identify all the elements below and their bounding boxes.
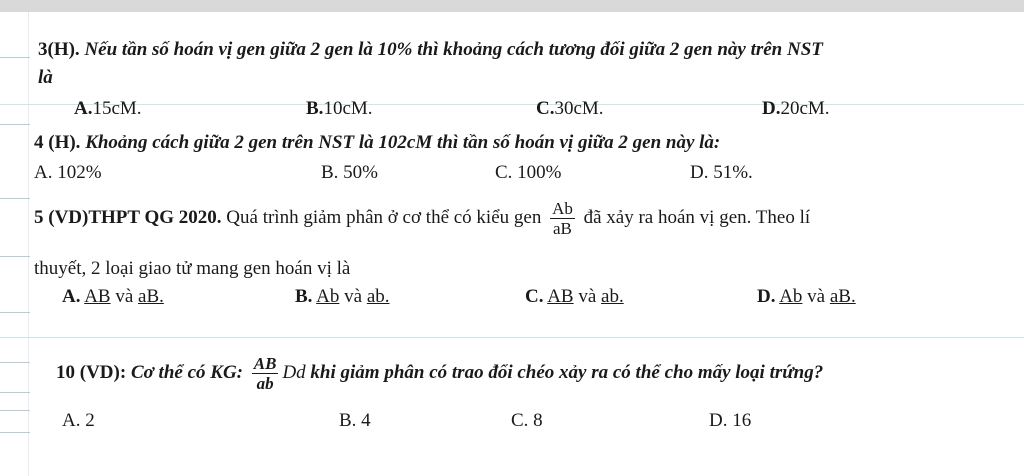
question-10-text: Cơ thể có KG:	[130, 362, 243, 383]
question-10-option-d: D. 16	[709, 410, 752, 431]
genotype-suffix: Dd	[282, 362, 306, 383]
question-10-label: 10 (VD):	[56, 362, 127, 383]
margin-rule	[28, 12, 29, 476]
ruled-tick	[0, 392, 30, 393]
question-4	[34, 131, 720, 155]
question-5-option-d: D. Ab và aB.	[757, 286, 856, 307]
ruled-tick	[0, 57, 30, 58]
question-3-option-c: C.30cM.	[536, 98, 604, 119]
question-3-option-d: D.20cM.	[762, 98, 830, 119]
question-10	[56, 350, 823, 396]
question-3-text-cont: là	[38, 67, 53, 88]
question-5-text: Quá trình giảm phân ở cơ thể có kiểu gen	[226, 207, 542, 228]
ruled-tick	[0, 312, 30, 313]
genotype-fraction	[550, 199, 575, 238]
question-3-label: 3(H).	[38, 39, 80, 60]
question-5-option-c: C. AB và ab.	[525, 286, 624, 307]
question-4-option-b: B. 50%	[321, 162, 378, 183]
question-4-option-a: A. 102%	[34, 162, 102, 183]
question-10-option-c: C. 8	[511, 410, 543, 431]
question-4-text: Khoảng cách giữa 2 gen trên NST là 102cM thì tần số hoán vị giữa 2 gen này là:	[85, 132, 721, 153]
question-5-text-cont: thuyết, 2 loại giao tử mang gen hoán vị là	[34, 258, 351, 279]
ruled-tick	[0, 124, 30, 125]
ruled-tick	[0, 256, 30, 257]
question-3-option-b: B.10cM.	[306, 98, 373, 119]
question-5-option-a: A. AB và aB.	[62, 286, 164, 307]
ruled-line	[0, 337, 1024, 338]
fraction-numerator: AB	[253, 354, 277, 374]
fraction-denominator: aB	[553, 219, 572, 239]
question-5-label: 5 (VD)THPT QG 2020.	[34, 207, 222, 228]
question-10-text-after: khi giảm phân có trao đổi chéo xảy ra có thể cho mấy loại trứng?	[310, 362, 824, 383]
ruled-tick	[0, 432, 30, 433]
question-4-label: 4 (H).	[34, 132, 81, 153]
question-10-option-a: A. 2	[62, 410, 95, 431]
ruled-tick	[0, 362, 30, 363]
ruled-line	[0, 104, 1024, 105]
question-10-option-b: B. 4	[339, 410, 371, 431]
question-4-option-d: D. 51%.	[690, 162, 753, 183]
question-3	[38, 38, 823, 62]
question-4-option-c: C. 100%	[495, 162, 562, 183]
question-3-text: Nếu tần số hoán vị gen giữa 2 gen là 10% thì khoảng cách tương đối giữa 2 gen này trên NST	[84, 39, 823, 60]
question-5	[34, 196, 810, 240]
genotype-fraction	[252, 354, 279, 393]
ruled-tick	[0, 410, 30, 411]
question-5-text-after: đã xảy ra hoán vị gen. Theo lí	[583, 207, 811, 228]
document-page	[0, 12, 1024, 476]
ruled-tick	[0, 198, 30, 199]
fraction-numerator: Ab	[552, 199, 573, 219]
question-3-option-a: A.15cM.	[74, 98, 142, 119]
question-5-option-b: B. Ab và ab.	[295, 286, 390, 307]
fraction-denominator: ab	[256, 374, 274, 394]
